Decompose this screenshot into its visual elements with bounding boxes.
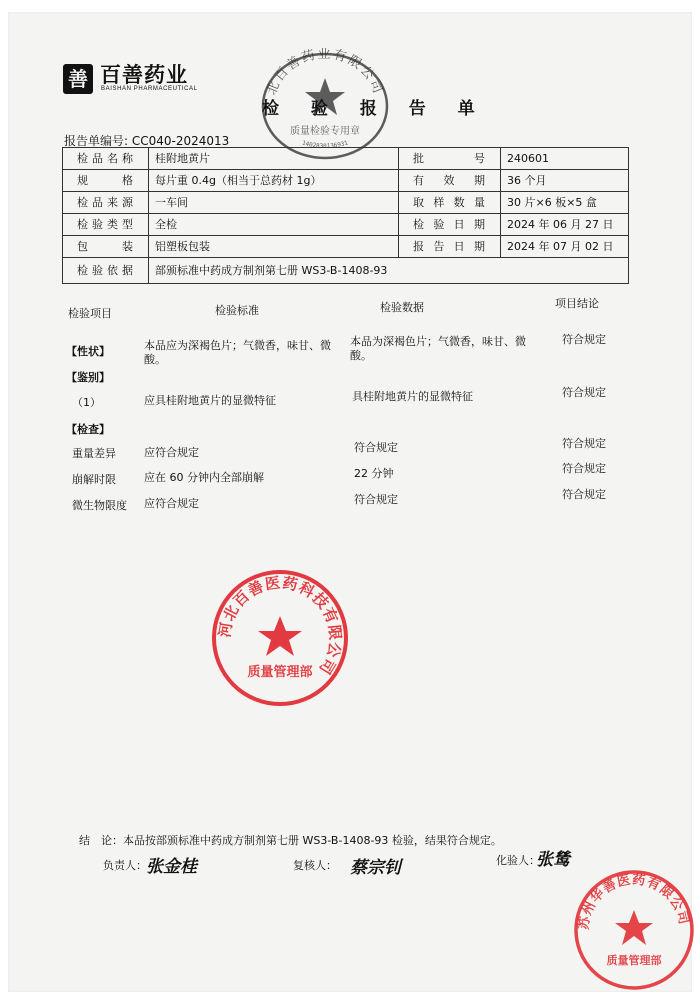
- inspection-standard: 应符合规定: [144, 446, 199, 459]
- identification-standard: 应具桂附地黄片的显微特征: [144, 394, 276, 407]
- sample-info-table: [62, 147, 629, 284]
- traits-data: 本品为深褐色片；气微香，味甘、微酸。: [350, 335, 526, 362]
- field-value: 铝塑板包装: [149, 236, 399, 258]
- section-identification: 【鉴别】: [66, 371, 110, 384]
- section-inspection: 【检查】: [66, 423, 110, 436]
- field-value: 2024 年 07 月 02 日: [501, 236, 629, 258]
- report-number-label: 报告单编号:: [64, 134, 129, 148]
- quality-management-seal: [210, 568, 350, 708]
- reviewer-label: 复核人：: [293, 859, 337, 872]
- inspection-standard: 应在 60 分钟内全部崩解: [144, 471, 264, 484]
- report-title: 检 验 报 告 单: [262, 99, 488, 119]
- seal-middle-text: 河北百善医药科技有限公司: [215, 573, 345, 679]
- table-row: [63, 192, 629, 214]
- seal-top-sub: 质量检验专用章: [290, 126, 360, 137]
- identification-item: （1）: [72, 396, 101, 409]
- section-traits: 【性状】: [66, 345, 110, 358]
- company-seal-bottom: [572, 866, 696, 992]
- table-row: [63, 258, 629, 284]
- logo-glyph: 善: [68, 67, 88, 91]
- field-label: 检品来源: [63, 192, 149, 214]
- inspection-conclusion: 符合规定: [562, 437, 606, 450]
- responsible-label: 负责人：: [103, 859, 147, 872]
- seal-middle-sub: 质量管理部: [247, 665, 313, 680]
- inspection-item: 崩解时限: [72, 473, 116, 486]
- table-row: [63, 236, 629, 258]
- inspection-standard: 应符合规定: [144, 497, 199, 510]
- traits-conclusion: 符合规定: [562, 333, 606, 346]
- field-value: 每片重 0.4g（相当于总药材 1g）: [149, 170, 399, 192]
- seal-top-text: 北百善药业有限公司: [264, 48, 386, 98]
- field-value: 36 个月: [501, 170, 629, 192]
- col-header-data: 检验数据: [380, 301, 424, 314]
- field-value: 桂附地黄片: [149, 148, 399, 170]
- field-value: 30 片×6 板×5 盒: [501, 192, 629, 214]
- field-value: 240601: [501, 148, 629, 170]
- company-name-en: BAISHAN PHARMACEUTICAL: [101, 86, 198, 92]
- inspection-item: 微生物限度: [72, 499, 127, 512]
- col-header-conclusion: 项目结论: [555, 297, 599, 310]
- inspection-conclusion: 符合规定: [562, 462, 606, 475]
- tester-signature: 张鸶: [536, 850, 570, 870]
- inspection-data: 符合规定: [354, 493, 398, 506]
- field-value: 一车间: [149, 192, 399, 214]
- field-label: 包 装: [63, 236, 149, 258]
- conclusion-text: 结 论：本品按部颁标准中药成方制剂第七册 WS3-B-1408-93 检验，结果符合规定。: [79, 834, 502, 847]
- identification-data: 具桂附地黄片的显微特征: [352, 390, 473, 403]
- field-label: 有 效 期: [399, 170, 501, 192]
- table-row: [63, 148, 629, 170]
- report-number-value: CC040-2024013: [131, 134, 230, 148]
- field-label: 检验依据: [63, 258, 149, 284]
- inspection-data: 符合规定: [354, 441, 398, 454]
- seal-bottom-sub: 质量管理部: [606, 954, 662, 967]
- inspection-conclusion: 符合规定: [562, 488, 606, 501]
- inspection-data: 22 分钟: [354, 467, 394, 480]
- col-header-item: 检验项目: [68, 307, 112, 320]
- field-label: 报告日期: [399, 236, 501, 258]
- table-row: [63, 170, 629, 192]
- seal-bottom-text: 苏州华善医药有限公司: [576, 872, 692, 931]
- company-name-cn: 百善药业: [100, 63, 188, 87]
- field-value: 全检: [149, 214, 399, 236]
- field-label: 取样数量: [399, 192, 501, 214]
- field-label: 检品名称: [63, 148, 149, 170]
- traits-standard: 本品应为深褐色片；气微香，味甘、微酸。: [144, 339, 331, 366]
- field-label: 批 号: [399, 148, 501, 170]
- field-label: 规 格: [63, 170, 149, 192]
- inspection-item: 重量差异: [72, 447, 116, 460]
- col-header-standard: 检验标准: [215, 304, 259, 317]
- company-logo: [63, 64, 93, 94]
- field-value: 2024 年 06 月 27 日: [501, 214, 629, 236]
- reviewer-signature: 蔡宗钊: [350, 858, 401, 878]
- field-value: 部颁标准中药成方制剂第七册 WS3-B-1408-93: [149, 258, 629, 284]
- field-label: 检验类型: [63, 214, 149, 236]
- table-row: [63, 214, 629, 236]
- seal-top-number: 1402830136931: [301, 139, 349, 150]
- field-label: 检验日期: [399, 214, 501, 236]
- identification-conclusion: 符合规定: [562, 386, 606, 399]
- tester-label: 化验人：: [496, 854, 540, 867]
- responsible-signature: 张金桂: [146, 857, 197, 877]
